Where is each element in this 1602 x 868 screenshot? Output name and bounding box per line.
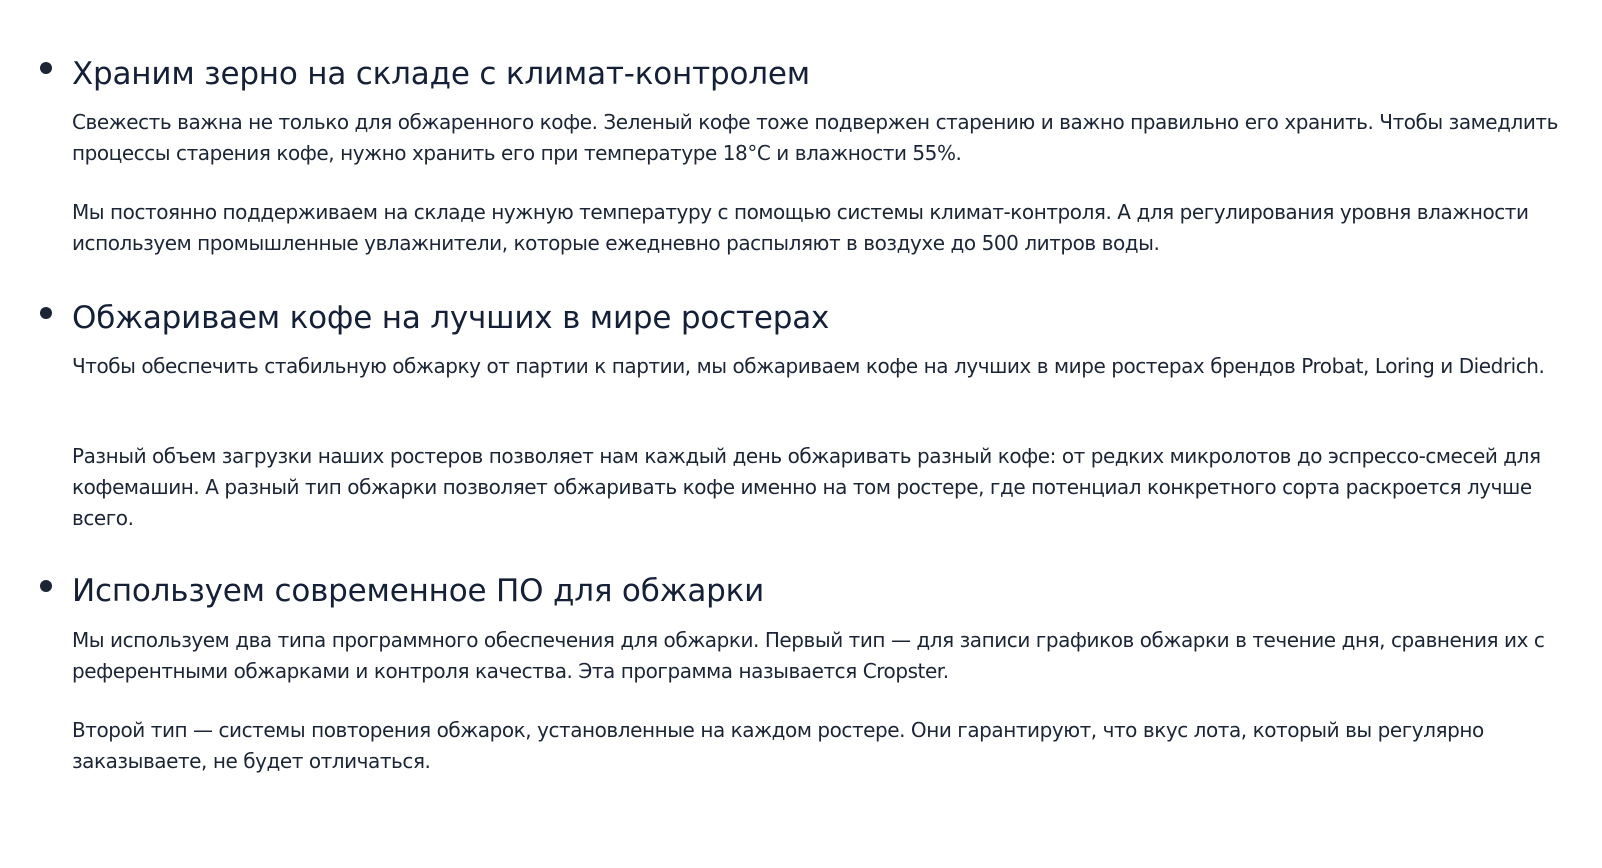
section-paragraph: Мы используем два типа программного обеспечения для обжарки. Первый тип — для записи графиков обжарки в течение дня, сравнения их с референтными обжарками и контроля качества. Эта программа называется Cropster. (72, 628, 1545, 683)
section-heading: Обжариваем кофе на лучших в мире ростерах (72, 300, 830, 336)
section-paragraph: Чтобы обеспечить стабильную обжарку от партии к партии, мы обжариваем кофе на лучших в мире ростерах брендов Probat, Loring и Diedrich. (72, 354, 1545, 378)
section-heading: Храним зерно на складе с климат-контролем (72, 56, 810, 92)
section-paragraph: Свежесть важна не только для обжаренного кофе. Зеленый кофе тоже подвержен старению и важно правильно его хранить. Чтобы замедлить процессы старения кофе, нужно хранить его при температуре 18°C и влажности 55%. (72, 110, 1558, 165)
bullet-icon (40, 580, 52, 592)
bullet-icon (40, 62, 52, 74)
section-heading: Используем современное ПО для обжарки (72, 573, 765, 609)
section-paragraph: Мы постоянно поддерживаем на складе нужную температуру с помощью системы климат-контроля. А для регулирования уровня влажности используем промышленные увлажнители, которые ежедневно распыляют в воздухе до 500 литров воды. (72, 200, 1529, 255)
bullet-icon (40, 307, 52, 319)
section-paragraph: Разный объем загрузки наших ростеров позволяет нам каждый день обжаривать разный кофе: от редких микролотов до эспрессо-смесей для кофемашин. А разный тип обжарки позволяет обжаривать кофе именно на том ростере, где потенциал конкретного сорта раскроется лучше всего. (72, 444, 1541, 530)
section-paragraph: Второй тип — системы повторения обжарок, установленные на каждом ростере. Они гарантируют, что вкус лота, который вы регулярно заказываете, не будет отличаться. (72, 718, 1484, 773)
